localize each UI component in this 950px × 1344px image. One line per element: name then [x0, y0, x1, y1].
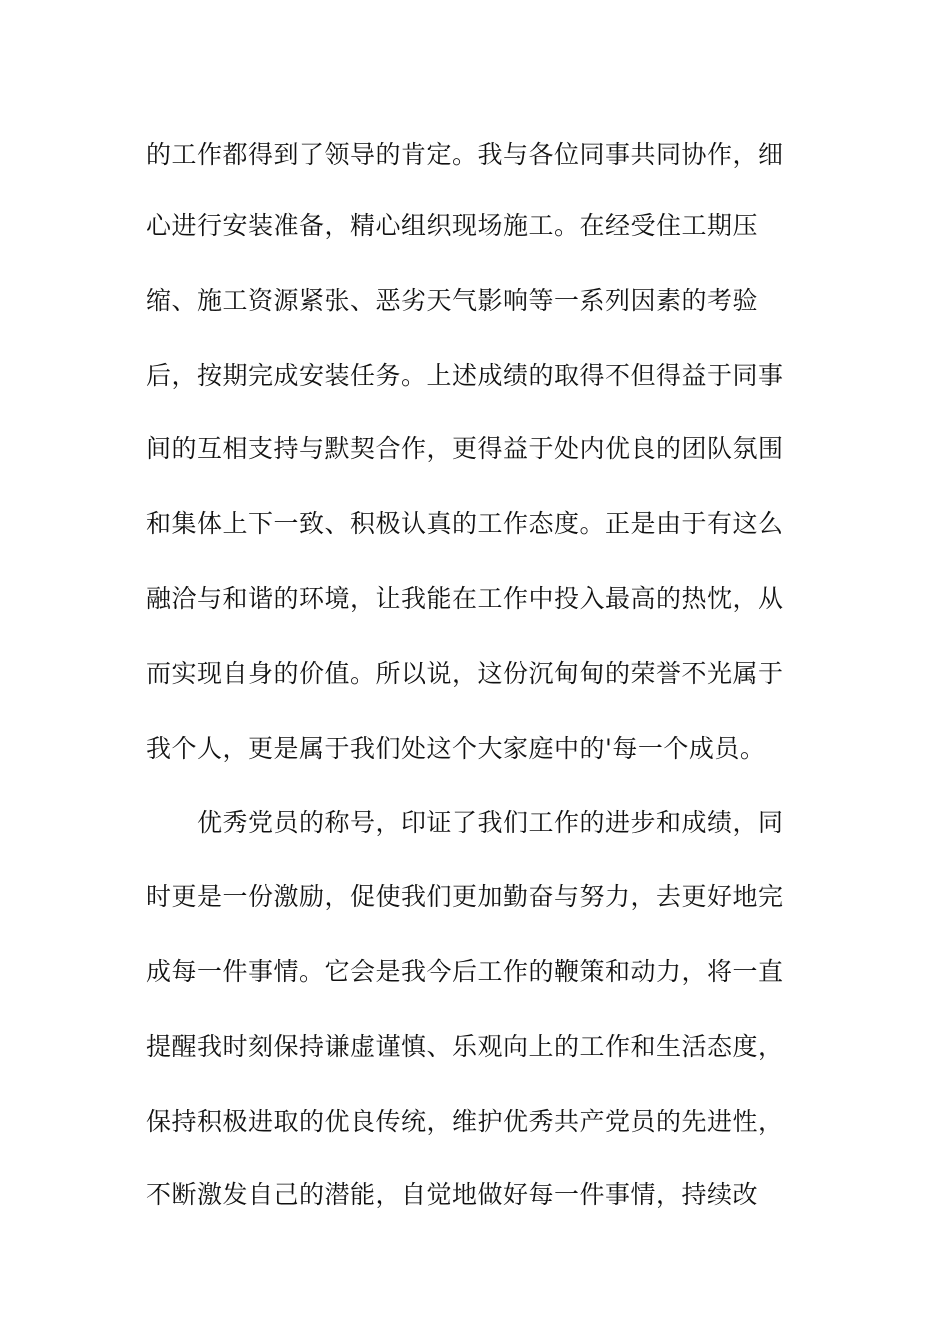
- text-line: 后，按期完成安装任务。上述成绩的取得不但得益于同事: [146, 361, 784, 390]
- text-line: 不断激发自己的潜能，自觉地做好每一件事情，持续改: [146, 1180, 759, 1209]
- text-line: 时更是一份激励，促使我们更加勤奋与努力，去更好地完: [146, 882, 784, 911]
- text-line: 提醒我时刻保持谦虚谨慎、乐观向上的工作和生活态度，: [146, 1032, 784, 1061]
- text-line: 保持积极进取的优良传统，维护优秀共产党员的先进性，: [146, 1107, 784, 1136]
- text-line: 而实现自身的价值。所以说，这份沉甸甸的荣誉不光属于: [146, 659, 784, 688]
- text-line: 成每一件事情。它会是我今后工作的鞭策和动力，将一直: [146, 957, 784, 986]
- paragraph-first-line: 优秀党员的称号，印证了我们工作的进步和成绩，同: [197, 808, 784, 837]
- text-line: 融洽与和谐的环境，让我能在工作中投入最高的热忱，从: [146, 584, 784, 613]
- text-line: 心进行安装准备，精心组织现场施工。在经受住工期压: [146, 211, 759, 240]
- text-line: 缩、施工资源紧张、恶劣天气影响等一系列因素的考验: [146, 286, 759, 315]
- text-line: 我个人，更是属于我们处这个大家庭中的'每一个成员。: [146, 734, 766, 763]
- text-line: 间的互相支持与默契合作，更得益于处内优良的团队氛围: [146, 434, 784, 463]
- text-line: 和集体上下一致、积极认真的工作态度。正是由于有这么: [146, 509, 784, 538]
- text-line: 的工作都得到了领导的肯定。我与各位同事共同协作，细: [146, 140, 784, 169]
